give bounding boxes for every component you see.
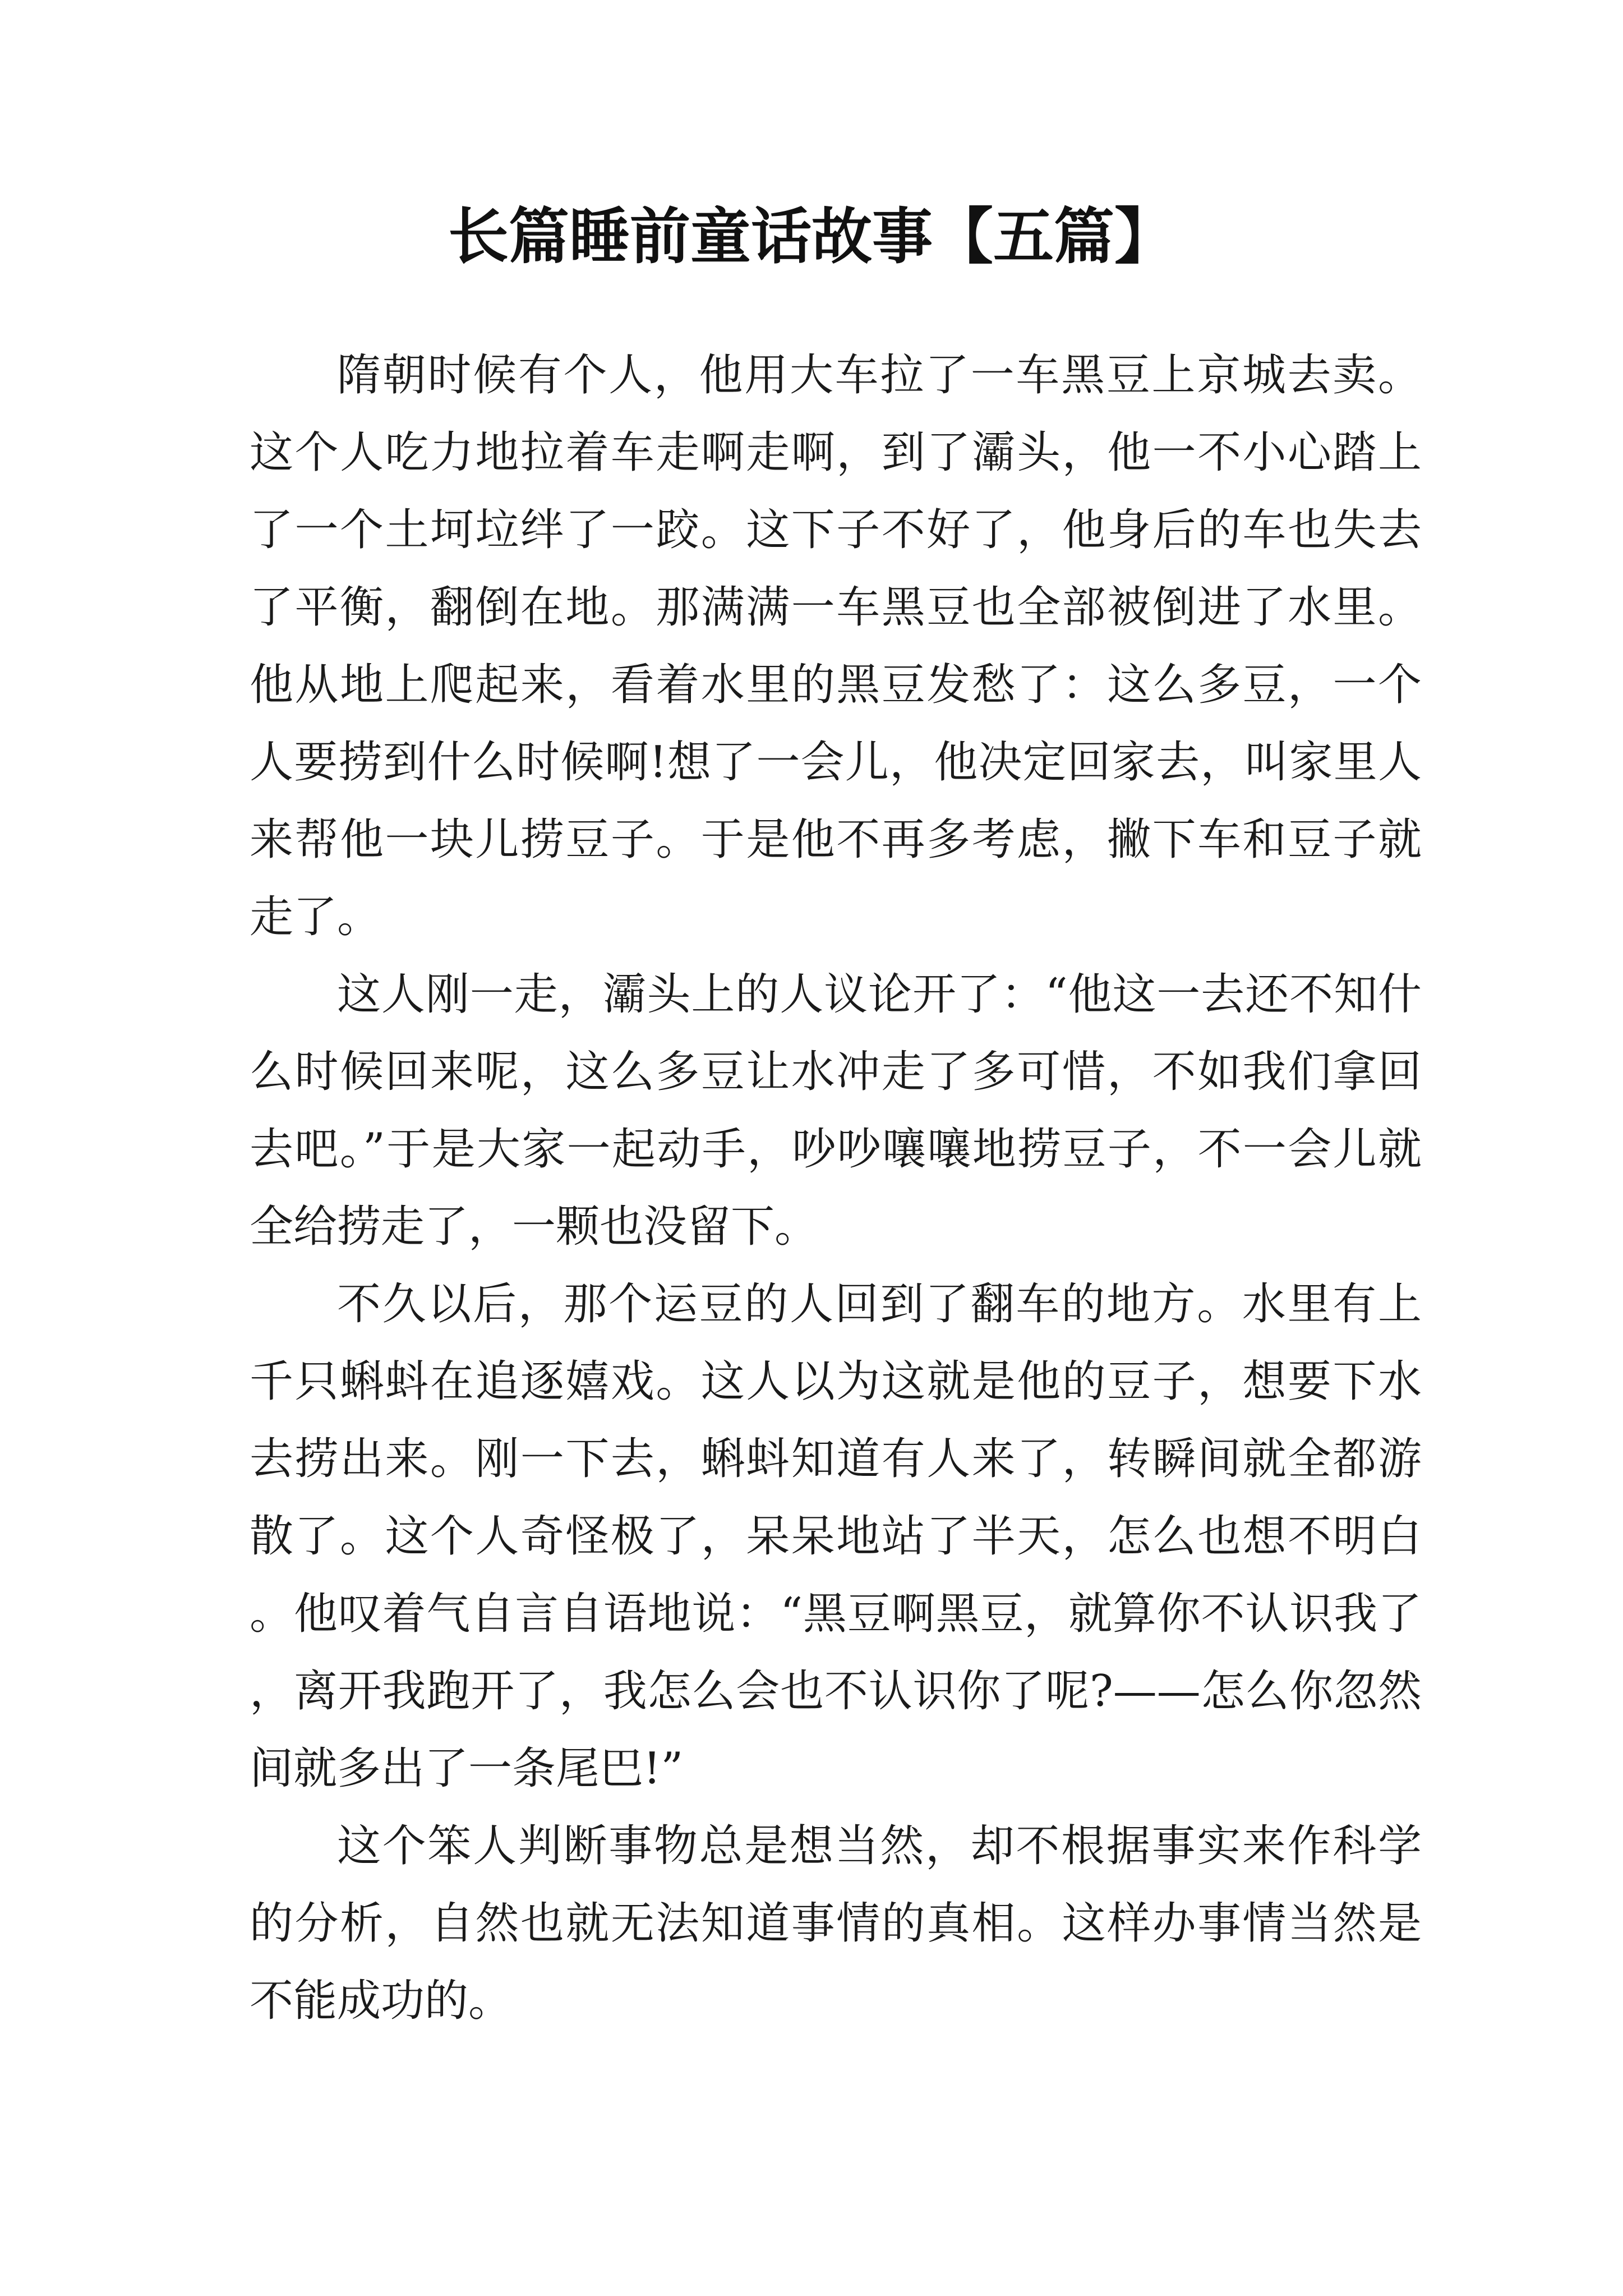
paragraph-1: 隋朝时候有个人，他用大车拉了一车黑豆上京城去卖。这个人吃力地拉着车走啊走啊，到了灞头，他一不小心踏上了一个土坷垃绊了一跤。这下子不好了，他身后的车也失去了平衡，翻倒在地。那满满一车黑豆也全部被倒进了水里。他从地上爬起来，看着水里的黑豆发愁了：这么多豆，一个人要捞到什么时候啊!想了一会儿，他决定回家去，叫家里人来帮他一块儿捞豆子。于是他不再多考虑，撇下车和豆子就走了。	[250, 350, 1422, 942]
document-body	[250, 337, 1422, 2040]
document-title: 长篇睡前童话故事【五篇】	[448, 201, 1175, 272]
paragraph-4: 这个笨人判断事物总是想当然，却不根据事实来作科学的分析，自然也就无法知道事情的真相。这样办事情当然是不能成功的。	[250, 1821, 1422, 2026]
paragraph-3: 不久以后，那个运豆的人回到了翻车的地方。水里有上千只蝌蚪在追逐嬉戏。这人以为这就是他的豆子，想要下水去捞出来。刚一下去，蝌蚪知道有人来了，转瞬间就全都游散了。这个人奇怪极了，呆呆地站了半天，怎么也想不明白。他叹着气自言自语地说：“黑豆啊黑豆，就算你不认识我了，离开我跑开了，我怎么会也不认识你了呢?——怎么你忽然间就多出了一条尾巴!”	[250, 1279, 1422, 1794]
paragraph-2: 这人刚一走，灞头上的人议论开了：“他这一去还不知什么时候回来呢，这么多豆让水冲走了多可惜，不如我们拿回去吧。”于是大家一起动手，吵吵嚷嚷地捞豆子，不一会儿就全给捞走了，一颗也没留下。	[250, 969, 1422, 1252]
